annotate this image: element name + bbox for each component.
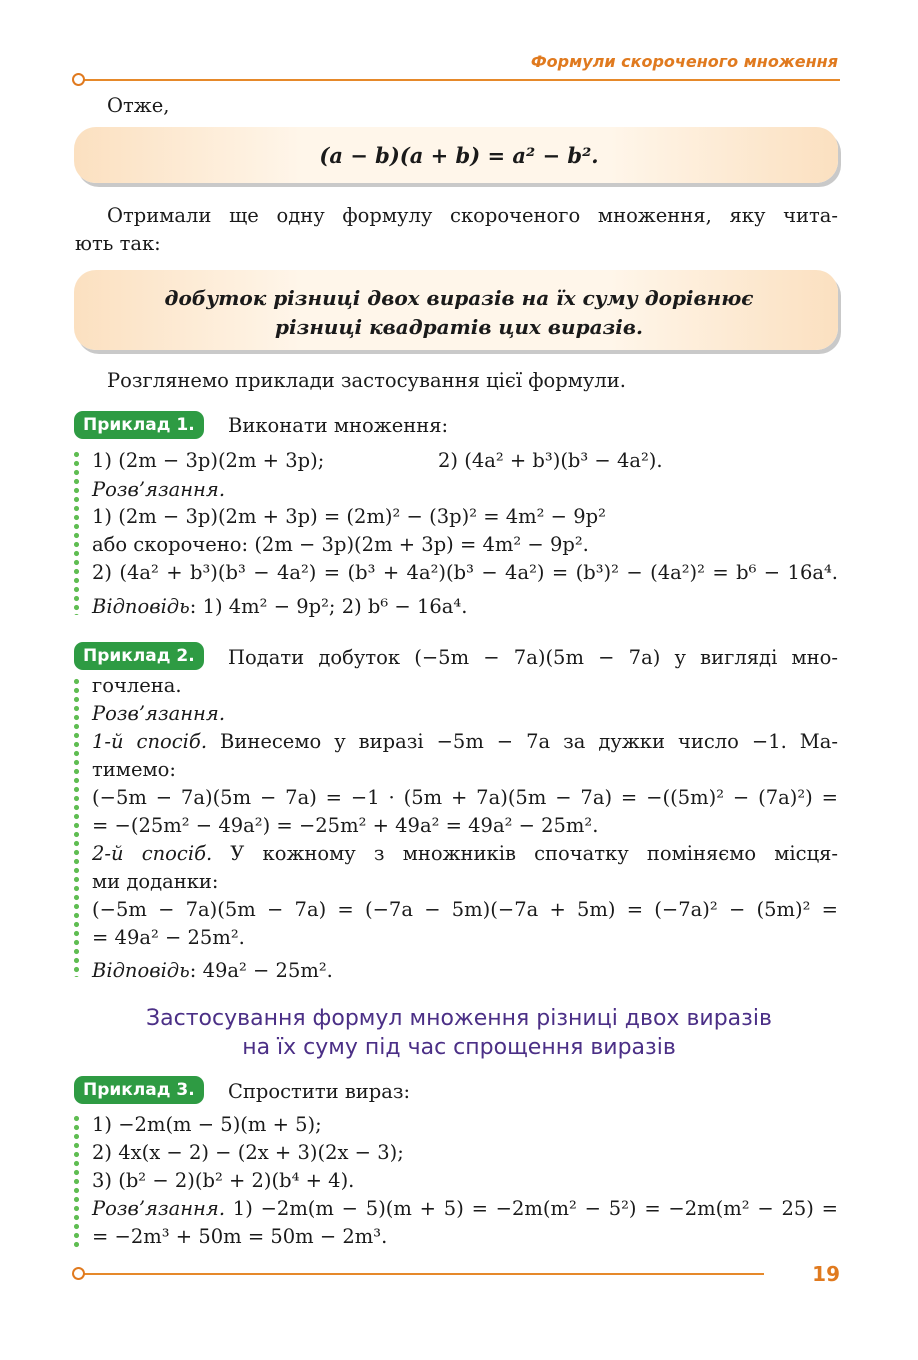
example-3-badge: Приклад 3. (74, 1076, 204, 1104)
example-2-way-2-cont: ми доданки: (92, 870, 219, 893)
intro-text: Отже, (107, 94, 170, 117)
example-2-way-2: 2-й спосіб. У кожному з множників спочатку поміняємо місця- (92, 842, 838, 865)
rule-line-1: добуток різниці двох виразів на їх суму дорівнює (164, 286, 754, 310)
example-2-line-2: = −(25m² − 49a²) = −25m² + 49a² = 49a² − 25m². (92, 814, 599, 837)
example-2-line-1: (−5m − 7a)(5m − 7a) = −1 · (5m + 7a)(5m − 7a) = −((5m)² − (7a)²) = (92, 786, 838, 809)
example-2-badge: Приклад 2. (74, 642, 204, 670)
example-2-line-4: = 49a² − 25m². (92, 926, 245, 949)
section-title-line-2: на їх суму під час спрощення виразів (242, 1035, 676, 1060)
paragraph-line-1: Отримали ще одну формулу скороченого множення, яку чита- (107, 204, 838, 227)
example-2-solution-label: Розв’язання. (92, 702, 226, 725)
example-1-solution-label: Розв’язання. (92, 478, 226, 501)
example-1-item-1: 1) (2m − 3p)(2m + 3p); (92, 449, 325, 472)
footer-rule (74, 1273, 764, 1275)
example-2-dotted-margin (74, 677, 79, 977)
consider-text: Розглянемо приклади застосування цієї формули. (107, 369, 626, 392)
header-rule (74, 79, 840, 81)
example-3-item-1: 1) −2m(m − 5)(m + 5); (92, 1113, 322, 1136)
paragraph-line-2: ють так: (75, 232, 161, 255)
example-2-task-line-2: гочлена. (92, 674, 182, 697)
header-rule-dot (72, 73, 85, 86)
rule-line-2: різниці квадратів цих виразів. (275, 315, 643, 339)
example-2-way-1-cont: тимемо: (92, 758, 176, 781)
example-1-item-2: 2) (4a² + b³)(b³ − 4a²). (438, 449, 663, 472)
page-number: 19 (812, 1262, 840, 1286)
example-1-solution-1: 1) (2m − 3p)(2m + 3p) = (2m)² − (3p)² = 4m² − 9p² (92, 505, 606, 528)
example-2-answer: Відповідь: 49a² − 25m². (92, 959, 333, 982)
example-1-solution-2: 2) (4a² + b³)(b³ − 4a²) = (b³ + 4a²)(b³ − 4a²) = (b³)² − (4a²)² = b⁶ − 16a⁴. (92, 561, 838, 584)
example-2-line-3: (−5m − 7a)(5m − 7a) = (−7a − 5m)(−7a + 5m) = (−7a)² − (5m)² = (92, 898, 838, 921)
example-3-solution-2: = −2m³ + 50m = 50m − 2m³. (92, 1225, 388, 1248)
formula-text: (a − b)(a + b) = a² − b². (319, 143, 599, 168)
example-1-badge: Приклад 1. (74, 411, 204, 439)
example-3-item-3: 3) (b² − 2)(b² + 2)(b⁴ + 4). (92, 1169, 355, 1192)
footer-rule-dot (72, 1267, 85, 1280)
example-3-solution-1: Розв’язання. 1) −2m(m − 5)(m + 5) = −2m(m² − 5²) = −2m(m² − 25) = (92, 1197, 838, 1220)
example-1-dotted-margin (74, 450, 79, 615)
example-2-task-line-1: Подати добуток (−5m − 7a)(5m − 7a) у вигляді мно- (228, 646, 838, 669)
example-2-way-1: 1-й спосіб. Винесемо у виразі −5m − 7a за дужки число −1. Ма- (92, 730, 838, 753)
example-1-answer: Відповідь: 1) 4m² − 9p²; 2) b⁶ − 16a⁴. (92, 595, 468, 618)
example-1-solution-short: або скорочено: (2m − 3p)(2m + 3p) = 4m² − 9p². (92, 533, 589, 556)
example-3-task: Спростити вираз: (228, 1080, 411, 1103)
example-3-dotted-margin (74, 1114, 79, 1249)
section-title-line-1: Застосування формул множення різниці двох виразів (146, 1006, 772, 1031)
running-header: Формули скороченого множення (530, 52, 838, 71)
example-1-task: Виконати множення: (228, 414, 449, 437)
example-3-item-2: 2) 4x(x − 2) − (2x + 3)(2x − 3); (92, 1141, 404, 1164)
